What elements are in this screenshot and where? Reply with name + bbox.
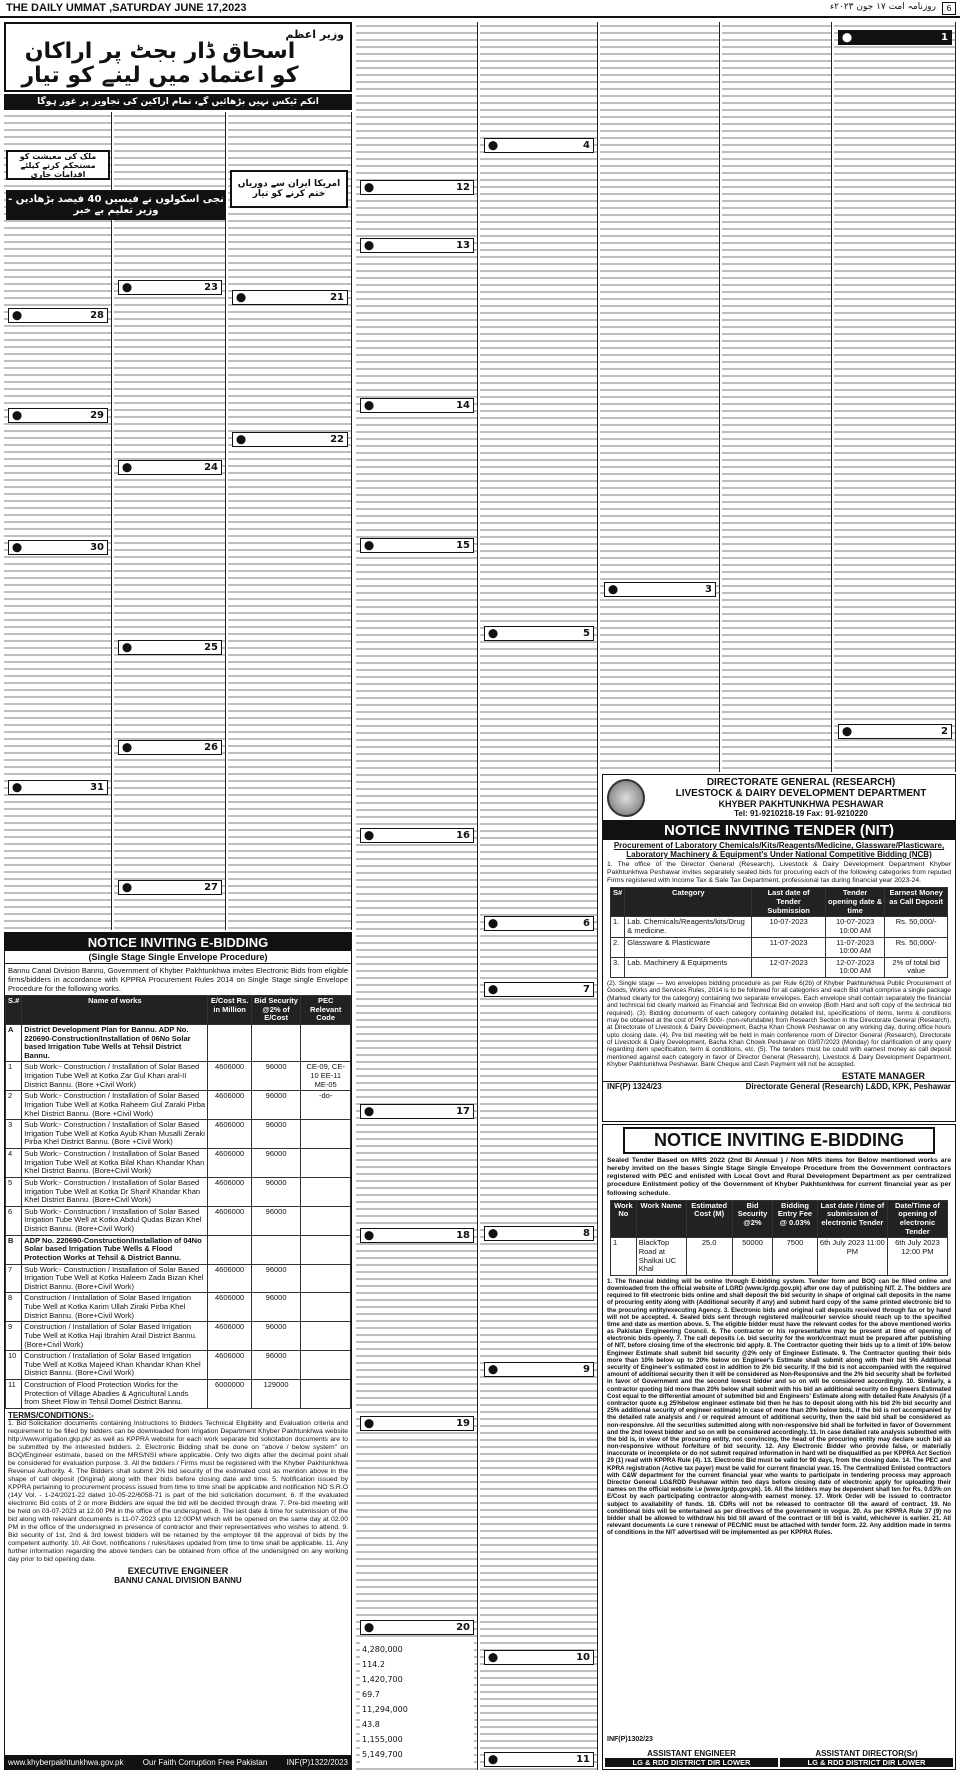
nit-intro: 1. The office of the Director General (Research), Livestock & Dairy Development Department Khyber Pakhtunkhwa Peshawar invites separately sealed bids for procuring each of the following categories from reputed Firms registered with Income Tax & Sale Tax Department, professional tax during financial year 2023-24. <box>607 861 951 885</box>
nit-ref: INF(P) 1324/23 <box>607 1082 662 1092</box>
heading-27: 27 ⬤ <box>118 880 222 895</box>
ebl-header-2: E/Cost Rs. in Million <box>208 996 251 1025</box>
heading-2: 2 ⬤ <box>838 724 952 739</box>
nit-header-1: Category <box>625 888 752 917</box>
sign-assistant-director: ASSISTANT DIRECTOR(Sr) <box>815 1749 918 1758</box>
ebidding-subtitle: (Single Stage Single Envelope Procedure) <box>5 951 351 964</box>
nit-cell: Rs. 50,000/- <box>885 937 948 957</box>
heading-4: 4 ⬤ <box>484 138 594 153</box>
nit-dept-3: KHYBER PAKHTUNKHWA PESHAWAR <box>718 799 884 809</box>
heading-18: 18 ⬤ <box>360 1228 474 1243</box>
ebl-cell <box>301 1149 351 1178</box>
figure-c: 1,420,700 <box>362 1675 403 1684</box>
ebl-cell <box>301 1235 351 1264</box>
heading-28: 28 ⬤ <box>8 308 108 323</box>
ebidding-footer <box>5 1755 351 1769</box>
footer-website: www.khyberpakhtunkhwa.gov.pk <box>8 1757 124 1767</box>
heading-13: 13 ⬤ <box>360 238 474 253</box>
heading-31: 31 ⬤ <box>8 780 108 795</box>
ebid-right-ref: INF(P)1302/23 <box>607 1736 653 1743</box>
nit-subject: Procurement of Laboratory Chemicals/Kits/Reagents/Medicine, Glassware/Plasticware, Laboratory Machinery & Equipment's Under National Competitive Bidding (NCB) <box>613 841 945 859</box>
heading-25: 25 ⬤ <box>118 640 222 655</box>
nit-cell: Lab. Chemicals/Reagents/kits/Drug & medicine. <box>625 917 752 937</box>
heading-6: 6 ⬤ <box>484 916 594 931</box>
table-row <box>6 1024 351 1062</box>
figure-a: 4,280,000 <box>362 1645 403 1654</box>
heading-19: 19 ⬤ <box>360 1416 474 1431</box>
ebl-cell <box>301 1322 351 1351</box>
sign-right-office: LG & RDD DISTRICT DIR LOWER <box>780 1758 953 1767</box>
ebl-cell <box>251 1024 301 1062</box>
heading-1: 1 ⬤ <box>838 30 952 45</box>
nit-header-2: Last date of Tender Submission <box>752 888 825 917</box>
table-row <box>611 917 948 937</box>
nit-cell: 12-07-2023 10:00 AM <box>825 957 885 977</box>
ebl-cell <box>301 1380 351 1409</box>
right-news-column-1 <box>722 22 832 772</box>
nit-header-4: Earnest Money as Call Deposit <box>885 888 948 917</box>
ebr-cell: 25.0 <box>686 1238 732 1276</box>
heading-9: 9 ⬤ <box>484 1362 594 1377</box>
figure-h: 69.7 <box>362 1690 380 1699</box>
ebl-cell: B <box>6 1235 22 1264</box>
nit-livestock-notice <box>602 774 956 1122</box>
heading-12: 12 ⬤ <box>360 180 474 195</box>
table-row <box>6 1380 351 1409</box>
table-row <box>6 1091 351 1120</box>
ebl-cell <box>208 1024 251 1062</box>
ebl-cell: 4606000 <box>208 1206 251 1235</box>
nit-category-table <box>610 887 948 978</box>
nit-dept-2: LIVESTOCK & DAIRY DEVELOPMENT DEPARTMENT <box>675 788 927 799</box>
ebl-cell <box>251 1235 301 1264</box>
nit-cell: 12-07-2023 <box>752 957 825 977</box>
ebl-cell <box>301 1024 351 1062</box>
ebl-header-1: Name of works <box>22 996 208 1025</box>
ebl-cell: -do- <box>301 1091 351 1120</box>
ebl-cell: 129000 <box>251 1380 301 1409</box>
ebid-right-table <box>610 1200 948 1276</box>
ebl-cell: 4606000 <box>208 1177 251 1206</box>
heading-3: 3 ⬤ <box>604 582 716 597</box>
nit-signer: ESTATE MANAGER <box>841 1071 925 1082</box>
ebl-cell: 4606000 <box>208 1091 251 1120</box>
ebidding-notice-bannu <box>4 932 352 1770</box>
ebl-cell <box>301 1206 351 1235</box>
story-box-economy: ملک کی معیشت کو مستحکم کرنے کیلئے اقدامات جاری <box>6 150 110 180</box>
ebr-header-2: Estimated Cost (M) <box>686 1200 732 1238</box>
left-news-column-2 <box>114 112 226 930</box>
ebl-cell <box>301 1293 351 1322</box>
nit-cell: 10-07-2023 <box>752 917 825 937</box>
ebr-header-4: Bidding Entry Fee @ 0.03% <box>773 1200 818 1238</box>
table-row <box>6 1120 351 1149</box>
table-row <box>6 1206 351 1235</box>
heading-26: 26 ⬤ <box>118 740 222 755</box>
ebl-cell: 1 <box>6 1062 22 1091</box>
ebidding-signer: EXECUTIVE ENGINEER <box>127 1566 229 1577</box>
ebl-cell: 4606000 <box>208 1264 251 1293</box>
ebidding-title: NOTICE INVITING E-BIDDING <box>5 933 351 951</box>
ebr-header-6: Date/Time of opening of electronic Tender <box>887 1200 947 1238</box>
nit-cell: Glassware & Plasticware <box>625 937 752 957</box>
middle-news-column-2 <box>480 22 598 1770</box>
heading-7: 7 ⬤ <box>484 982 594 997</box>
nit-body: (2). Single stage — two envelopes bidding procedure as per Rule 6(2b) of Khyber Pakhtunkhwa Public Procurement of Goods, Works and Services Rules, 2014 is to be followed for all categories and each Bid shall comprise a single package (Marked clearly for the category) containing two separate envelopes. Each envelope shall contain separately the financial and technical bid clearly marked as Financial and Technical Bid on envelop (Both Hard and soft copy of the technical bid required). (3). Bidding documents of each category containing detailed list, specifications of items, terms & conditions may be obtained at the cost of PKR 500/- (non-refundable) from Research Section in the Directorate General (Research), at Directorate of Livestock & Dairy Development, Bacha Khan Chowk Peshawar on any working day, during office hours upto closing date. (4). Pre bid meeting will be held in main conference room of Director General (Research), Directorate of Livestock & Dairy Development, Bacha Khan Chowk Peshawar on 03/07/2023 (Monday) for clarification of any query regarding item specification, term & conditions, etc. (5). The tenders must be could with earnest money as call deposit mentioned against each category in favor of Director General (Research), Livestock & Dairy Development Department, Khyber Pakhtunkhwa Peshawar. Bank Cheque and Cash Payment will not be accepted. <box>607 980 951 1069</box>
heading-15: 15 ⬤ <box>360 538 474 553</box>
headline-box <box>4 22 352 92</box>
table-row <box>6 1293 351 1322</box>
heading-23: 23 ⬤ <box>118 280 222 295</box>
nit-cell: 3. <box>611 957 625 977</box>
table-row <box>6 1351 351 1380</box>
nit-cell: 2. <box>611 937 625 957</box>
nit-title: NOTICE INVITING TENDER (NIT) <box>603 820 955 840</box>
figure-d: 11,294,000 <box>362 1705 408 1714</box>
ebr-cell: 1 <box>611 1238 637 1276</box>
ebidding-signer-office: BANNU CANAL DIVISION BANNU <box>114 1576 242 1586</box>
ebl-cell <box>208 1235 251 1264</box>
heading-30: 30 ⬤ <box>8 540 108 555</box>
ebl-cell: 7 <box>6 1264 22 1293</box>
ebr-cell: 6th July 2023 11:00 PM <box>817 1238 887 1276</box>
figure-i: 43.8 <box>362 1720 380 1729</box>
ebl-cell: 4606000 <box>208 1351 251 1380</box>
ebl-cell: 4606000 <box>208 1062 251 1091</box>
heading-5: 5 ⬤ <box>484 626 594 641</box>
budget-figures <box>360 1640 474 1768</box>
nit-cell: Lab. Machinery & Equipments <box>625 957 752 977</box>
headline-strap: انکم ٹیکس نہیں بڑھائیں گے، تمام اراکین کی تجاویز پر غور ہوگا <box>4 94 352 110</box>
ebl-header-3: Bid Security @2% of E/Cost <box>251 996 301 1025</box>
ebl-cell: 96000 <box>251 1120 301 1149</box>
ebl-cell: 6 <box>6 1206 22 1235</box>
nit-tel: Tel: 91-9210218-19 Fax: 91-9210220 <box>734 809 868 818</box>
ebl-cell: 8 <box>6 1293 22 1322</box>
ebl-cell: District Development Plan for Bannu. ADP No. 220690-Construction/Installation of 06No Solar based Irrigation Tube Wells at Tehsil District Bannu. <box>22 1024 208 1062</box>
footer-ref: INF(P)1322/2023 <box>286 1757 348 1767</box>
ebr-header-5: Last date / time of submission of electronic Tender <box>817 1200 887 1238</box>
ebl-cell: 2 <box>6 1091 22 1120</box>
ebl-cell: Construction / Installation of Solar Based Irrigation Tube Well at Kotka Majeed Khan Khandar Khan Khel District Bannu. (Bore+Civil Work) <box>22 1351 208 1380</box>
nit-header-3: Tender opening date & time <box>825 888 885 917</box>
ebidding-intro: Bannu Canal Division Bannu, Government of Khyber Pakhtunkhwa invites Electronic Bids from eligible firms/bidders in accordance with KPPRA Procurement Rules 2014 on Single Stage single Envelope Procedure for the following works. <box>8 966 348 993</box>
ebl-cell: 9 <box>6 1322 22 1351</box>
ebl-cell: Sub Work:- Construction / Installation of Solar Based Irrigation Tube Well at Kotka Bilal Khan Khandar Khan Khel District Bannu. (Bore+Civil Work) <box>22 1149 208 1178</box>
ebl-cell: Construction / Installation of Solar Based Irrigation Tube Well at Kotka Haji Ibrahim Arail District Bannu. (Bore+Civil Work) <box>22 1322 208 1351</box>
figure-b: 114.2 <box>362 1660 385 1669</box>
story-box-schools: نجی اسکولوں نے فیسیں 40 فیصد بڑھادیں - وزیر تعلیم بے خبر <box>6 190 226 220</box>
table-row <box>6 1177 351 1206</box>
ebl-cell: CE-09, CE-10 EE-11 ME-05 <box>301 1062 351 1091</box>
ebl-cell: Sub Work:- Construction / Installation of Solar Based Irrigation Tube Well at Kotka Abdul Qudas Bizan Khel District Bannu. (Bore+Civil Work) <box>22 1206 208 1235</box>
nit-signer-office: Directorate General (Research) L&DD, KPK, Peshawar <box>745 1082 951 1092</box>
ebl-cell: 3 <box>6 1120 22 1149</box>
ebl-cell: 4 <box>6 1149 22 1178</box>
ebl-cell: A <box>6 1024 22 1062</box>
heading-8: 8 ⬤ <box>484 1226 594 1241</box>
nit-cell: 2% of total bid value <box>885 957 948 977</box>
ebid-right-signatures <box>603 1747 955 1769</box>
ebl-cell <box>301 1351 351 1380</box>
ebl-cell: 96000 <box>251 1177 301 1206</box>
masthead-urdu-date: روزنامہ امت ۱۷ جون ۲۰۲۳ء <box>829 2 936 12</box>
heading-21: 21 ⬤ <box>232 290 348 305</box>
sign-left-office: LG & RDD DISTRICT DIR LOWER <box>605 1758 778 1767</box>
table-row <box>6 1149 351 1178</box>
middle-news-column-1 <box>356 22 478 1770</box>
heading-24: 24 ⬤ <box>118 460 222 475</box>
right-news-column-2 <box>834 22 956 772</box>
masthead-date: THE DAILY UMMAT ,SATURDAY JUNE 17,2023 <box>6 2 247 14</box>
ebl-cell: Sub Work:- Construction / Installation of Solar Based Irrigation Tube Well at Kotka Dr Sharif Khandar Khan Khel District Bannu. (Bore+Civil Work) <box>22 1177 208 1206</box>
ebid-right-body: 1. The financial bidding will be online through E-bidding system. Tender form and BOQ can be filled online and downloaded from the official website of LGRD (www.lgrdp.gov.pk) after one day of publishing NIT. 2. The bidders are required to fill electronic bids online and shall deposit the bid security in shape of original call deposits in the name of procuring entity along with (Additional security if any) and submit hard copy of the same printed electronic bid to the procuring entity/executing Agency. 3. Electronic bids and original call deposits received through fax or by hand will not be accepted. 4. Sealed bids sent through registered mail/courier service should reach up to the specified time and date as mention above. 5. The eligible bidder must have the relevant codes for the above mentioned works as Pakistan Engineering Council. 6. The contractor or his representative may be present at time of opening of electronic bids openly. 7. The call deposits i.e. bid security for the work/contract must be prepared after publishing of NIT, before closing time of the electronic bid apply. 8. The Contractor quoting their bids up to a limit of 10% below Engineer Estimate shall submit bid security @2% only of Engineer Estimate. 9. The Contractor quoting their bids more than 10% below up to 20% below on Engineer's Estimate shall submit along with their bid 5% Additional security of Engineer's estimated cost in addition to 2% bid security. If the bid is not accompanied with the required amount of additional security then it will be considered as Non-Responsive and the 2% bid security shall be forfeited in favor of Government and the second lowest bidder and so on will be considered accordingly. 10. Similarly, a contractor quoting bid more than 20% below shall submit with his bid an additional security on Engineers Estimated Cost equal to the differential amount of submitted bid and Engineers' Estimate along with detailed Rate Analysis (if a contractor quote e.g 25%below engineer estimate bid then he has to deposit along with his bid 2% bid security and 25% additional security of engineer estimate) In case of more than 20% below bids, if the bid is not accompanied by the detailed rate analysis and / or required amount of additional security, then the said bid shall be considered as non-responsive. All the securities submitted along with non-responsive bid shall be forfeited in favor of Government and the 2nd lowest bidder and so on will be considered accordingly. 11. In case detailed rate analysis submitted with the bid is, in view of the procuring entity, not convincing, the head of the procuring entity may declare such bid as non-responsive without forfeiture of bid security. 12. Any Electronic Bidder who provide false, or materially inaccurate or incomplete or do not submit required information in hard will be disqualified as per KPPRA Act Section 29 (1) read with KPPRA Rule (4). 13. Electronic Bid must be valid for 90 days, from the closing date. 14. The PEC and KPRA registration (Active tax payer) must be valid for current financial year. 15. The Centralized Enlisted contractors with C&W department for the current financial year who wants to participate in tendering process may approach Director General LG&RDD Peshawar within two days before closing date of electronic apply for uploading their names on the official website i.e (www.lgrdp.gov.pk). 16. All the bidders may be dependent shall ten for Rs. 0.03% on E/Cost by each participating contractor along-with earnest money. 17. Work Order will be issued to contractor subject to availability of funds. 18. CDRs will not be released to contractor till the award of contract. 19. No conditional bids will be entertained as per directives of the government in vogue. 20. As per KPPRA Rule 37 (9) no bidder shall be allowed to withdraw his bid till award of the contract or till bid is valid, whichever is earlier. 21. All relevant documents i.e cure t renewal of PEC/NIC must be attached with tender form. 22. Any addition made in terms of conditions in the NIT advertised will be implemented as per KPPRA Rules. <box>607 1277 951 1537</box>
ebl-cell: 96000 <box>251 1351 301 1380</box>
ebr-cell: 6th July 2023 12:00 PM <box>887 1238 947 1276</box>
table-row <box>611 957 948 977</box>
ebl-cell <box>301 1120 351 1149</box>
ebl-cell: 10 <box>6 1351 22 1380</box>
nit-cell: 1. <box>611 917 625 937</box>
ebl-cell: 96000 <box>251 1322 301 1351</box>
table-row <box>6 1322 351 1351</box>
table-row <box>6 1062 351 1091</box>
ebl-cell: 96000 <box>251 1149 301 1178</box>
ebl-cell: 96000 <box>251 1206 301 1235</box>
table-row <box>611 937 948 957</box>
ebl-cell: 6000000 <box>208 1380 251 1409</box>
nit-dept-1: DIRECTORATE GENERAL (RESEARCH) <box>706 777 896 788</box>
ebr-header-1: Work Name <box>636 1200 686 1238</box>
ebl-header-0: S.# <box>6 996 22 1025</box>
ebid-right-title: NOTICE INVITING E-BIDDING <box>623 1127 935 1154</box>
heading-20: 20 ⬤ <box>360 1620 474 1635</box>
ebr-cell: 7500 <box>773 1238 818 1276</box>
ebr-cell: 50000 <box>732 1238 772 1276</box>
ebl-cell: Construction / Installation of Solar Based Irrigation Tube Well at Kotka Karim Ullah Ziraki Pirba Khel District Bannu. (Bore+Civil Work) <box>22 1293 208 1322</box>
heading-22: 22 ⬤ <box>232 432 348 447</box>
ebl-cell: 96000 <box>251 1293 301 1322</box>
ebl-cell: 5 <box>6 1177 22 1206</box>
nit-header-0: S# <box>611 888 625 917</box>
ebl-cell: 4606000 <box>208 1149 251 1178</box>
ebidding-works-table <box>5 995 351 1409</box>
ebl-cell <box>301 1264 351 1293</box>
headline-main: اسحاق ڈار بجٹ پر اراکان کو اعتماد میں لینے کو تیار <box>21 39 299 89</box>
nit-cell: 10-07-2023 10:00 AM <box>825 917 885 937</box>
sign-assistant-engineer: ASSISTANT ENGINEER <box>647 1749 736 1758</box>
ebl-header-4: PEC Relevant Code <box>301 996 351 1025</box>
ebl-cell: Sub Work:- Construction / Installation of Solar Based Irrigation Tube Well at Kotka Zar Gul Khan aral-II District Bannu. (Bore +Civil Work) <box>22 1062 208 1091</box>
ebl-cell: ADP No. 220690-Construction/Installation of 04No Solar based Irrigation Tube Wells & Flood Protection Works at Tehsil & District Bannu. <box>22 1235 208 1264</box>
figure-e: 1,155,000 <box>362 1735 403 1744</box>
figure-f: 5,149,700 <box>362 1750 403 1759</box>
kp-government-logo <box>607 779 645 817</box>
ebl-cell: Sub Work:- Construction / Installation of Solar Based Irrigation Tube Well at Kotka Raheem Gul Zaraki Pirba Khel District Bannu. (Bore +Civil Work) <box>22 1091 208 1120</box>
heading-16: 16 ⬤ <box>360 828 474 843</box>
ebr-header-0: Work No <box>611 1200 637 1238</box>
page-number: 6 <box>942 2 956 15</box>
heading-10: 10 ⬤ <box>484 1650 594 1665</box>
ebl-cell: 11 <box>6 1380 22 1409</box>
footer-slogan: Our Faith Corruption Free Pakistan <box>142 1757 268 1767</box>
heading-17: 17 ⬤ <box>360 1104 474 1119</box>
ebl-cell: 4606000 <box>208 1322 251 1351</box>
nit-footer <box>603 1081 955 1091</box>
ebl-cell: 96000 <box>251 1062 301 1091</box>
ebl-cell: Sub Work:- Construction / Installation of Solar Based Irrigation Tube Well at Kotka Ayub Khan Musalli Zeraki Pirba Khel District Bannu. (Bore +Civil Work) <box>22 1120 208 1149</box>
ebl-cell: 4606000 <box>208 1120 251 1149</box>
heading-14: 14 ⬤ <box>360 398 474 413</box>
table-row <box>611 1238 948 1276</box>
ebl-cell: 4606000 <box>208 1293 251 1322</box>
left-news-column-3 <box>228 112 352 930</box>
ebl-cell: 96000 <box>251 1264 301 1293</box>
ebl-cell: 96000 <box>251 1091 301 1120</box>
nit-cell: 11-07-2023 10:00 AM <box>825 937 885 957</box>
ebidding-terms: 1. Bid Solicitation documents containing Instructions to Bidders Technical Eligibility and Evaluation criteria and requirement to be filled by bidders can be downloaded from Irrigation Department Khyber Pakhtunkhwa website http://www.irrigation.gkp.pk/ as well as KPPRA website for each work separate bid solicitation documents are to be submitted by the interested bidders. 2. Electronic Bidding shall be done on "above / below system" on BOQ/Engineer estimate, based on the MRS/NSI where applicable. Only two digits after the decimal point shall be considered for evaluation purpose. 3. All the bidders / Firms must be registered with the Khyber Pakhtunkhwa Revenue Authority. 4. The Bidders shall submit 2% bid security of the estimated cost as mention above in the shape of call deposit (Original) along with their bids before closing date and time. 5. Notification issued by KPPRA pertaining to procurement process issued from time to time shall be applicable and notification NO S.R.O (14)/ Vol. - 1-24/2021-22 dated 10-05-22/6058-71 is part of the bid solicitation document. 6. If the evaluated electronic Bid costs of 2 or more Bidders are equal the bid will be decided through draw. 7. Pre-bid meeting will be held on 03-07-2023 at 12.00 PM in the office of the undersigned. 8. The last date & time for submission of the bid along with relevant documents is 11-07-2023 upto 12:00PM which will be opened on the same day at 02.00 PM in the office of the undersigned in presence of contractor and their representatives who wishes to attend. 9. Bid security of 1st, 2nd & 3rd lowest bidders will be retained by the employer till the approval of bids by the competent authority. 10. All Govt. notifications / rules/taxes updated from time to time shall be applicable. 11. Any further information regarding the above tenders can be obtained from office of the undersigned on any working day prior to bid opening date. <box>8 1419 348 1564</box>
ebr-cell: BlackTop Road at Shalkai UC Khal <box>636 1238 686 1276</box>
table-row <box>6 1235 351 1264</box>
heading-29: 29 ⬤ <box>8 408 108 423</box>
story-box-usa-iran: امریکا ایران سے دوریاں ختم کرنے کو تیار <box>230 170 348 208</box>
ebl-cell <box>301 1177 351 1206</box>
ebl-cell: Sub Work:- Construction / Installation of Solar Based Irrigation Tube Well at Kotka Haleem Zada Bizan Khel District Bannu. (Bore+Civil Work) <box>22 1264 208 1293</box>
ebidding-notice-lgrdd <box>602 1124 956 1770</box>
table-row <box>6 1264 351 1293</box>
headline-kicker: وزیر اعظم <box>285 28 344 41</box>
ebidding-terms-title: TERMS/CONDITIONS:- <box>8 1410 94 1420</box>
ebl-cell: Construction of Flood Protection Works for the Protection of Village Abadies & Agricultural Lands from Sheet Flow in Tehsil Domel District Bannu. <box>22 1380 208 1409</box>
middle-news-column-3 <box>600 22 720 772</box>
nit-cell: Rs. 50,000/- <box>885 917 948 937</box>
left-news-column-1 <box>4 112 112 930</box>
ebr-header-3: Bid Security @2% <box>732 1200 772 1238</box>
ebid-right-intro: Sealed Tender Based on MRS 2022 (2nd Bi Annual ) / Non MRS items for Below mentioned works are hereby invited on the bases Single Stage Single Envelope Procedure from the Government contractors registered with PEC and enlisted with Local Govt and Rural Development Department as per centralized procedure Enlistment policy of the Government of Khyber Pakhtunkhwa for current financial year as per following schedule. <box>607 1157 951 1197</box>
nit-cell: 11-07-2023 <box>752 937 825 957</box>
heading-11: 11 ⬤ <box>484 1752 594 1767</box>
